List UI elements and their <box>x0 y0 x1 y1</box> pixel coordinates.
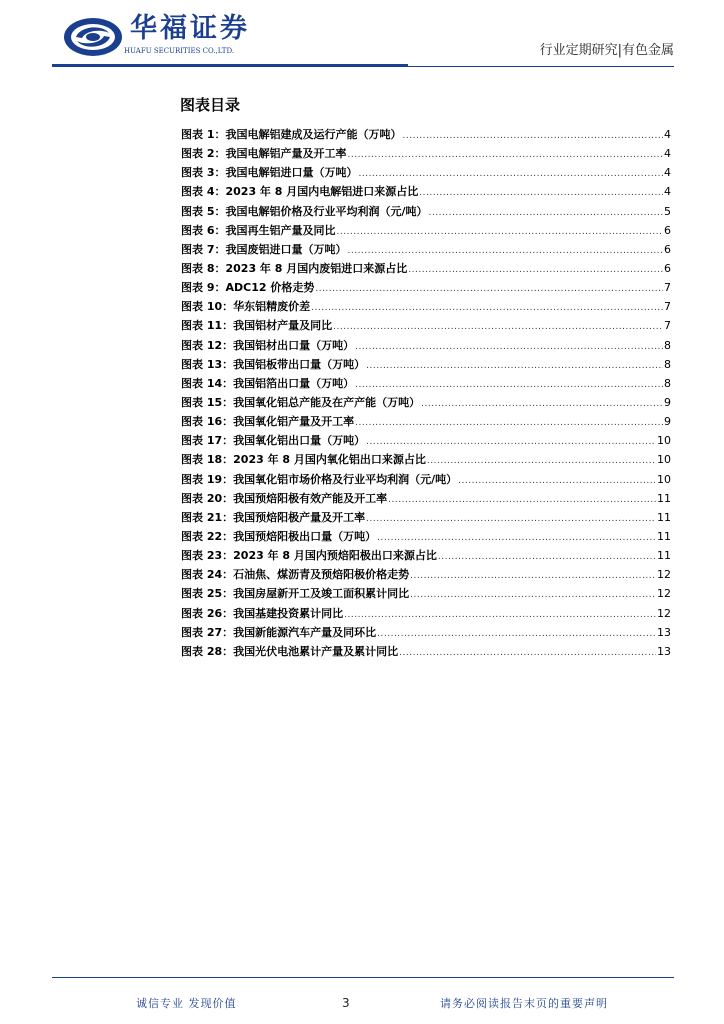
toc-entry-page[interactable]: 4 <box>664 128 671 141</box>
toc-entry-label[interactable]: 图表 24：石油焦、煤沥青及预焙阳极价格走势 <box>181 568 410 582</box>
toc-dot-leader <box>366 510 656 529</box>
toc-entry-page[interactable]: 7 <box>664 319 671 333</box>
toc-entry-page[interactable]: 6 <box>664 223 671 237</box>
toc-entry-page[interactable]: 10 <box>657 434 671 448</box>
toc-entry-page[interactable]: 13 <box>657 644 671 658</box>
toc-entry-page[interactable]: 12 <box>657 587 671 601</box>
toc-entry-label[interactable]: 图表 17：我国氧化铝出口量（万吨） <box>181 434 366 448</box>
page-number: 3 <box>342 996 350 1010</box>
toc-entry[interactable] <box>181 374 671 393</box>
toc-dot-leader <box>366 433 656 452</box>
toc-dot-leader <box>429 204 664 223</box>
toc-entry[interactable] <box>181 450 671 469</box>
toc-dot-leader <box>358 165 663 184</box>
toc-entry-page[interactable]: 10 <box>657 453 671 467</box>
toc-entry-page[interactable]: 9 <box>664 415 671 429</box>
toc-dot-leader <box>427 452 656 471</box>
toc-dot-leader <box>336 223 663 242</box>
toc-entry[interactable] <box>181 125 671 144</box>
toc-dot-leader <box>410 586 656 605</box>
toc-entry-page[interactable]: 4 <box>664 147 671 161</box>
toc-entry[interactable] <box>181 316 671 335</box>
toc-entry-page[interactable]: 12 <box>657 568 671 582</box>
toc-entry-page[interactable]: 8 <box>664 338 671 352</box>
toc-entry-page[interactable]: 6 <box>664 261 671 275</box>
toc-dot-leader <box>355 376 663 395</box>
toc-dot-leader <box>388 491 656 510</box>
toc-entry-label[interactable]: 图表 7：我国废铝进口量（万吨） <box>181 242 347 256</box>
toc-dot-leader <box>419 184 663 203</box>
toc-entry-page[interactable]: 13 <box>657 625 671 639</box>
toc-entry-page[interactable]: 4 <box>664 166 671 180</box>
toc-entry[interactable] <box>181 470 671 489</box>
toc-entry-page[interactable]: 11 <box>657 510 671 524</box>
toc-entry[interactable] <box>181 259 671 278</box>
toc-entry-page[interactable]: 8 <box>664 357 671 371</box>
toc-entry-page[interactable]: 10 <box>657 472 671 486</box>
toc-entry[interactable] <box>181 163 671 182</box>
toc-entry-label[interactable]: 图表 1：我国电解铝建成及运行产能（万吨） <box>181 128 402 141</box>
brand-name-cn: 华福证券 <box>130 13 250 44</box>
toc-entry-page[interactable]: 12 <box>657 606 671 620</box>
page-header <box>0 0 724 70</box>
report-type: 行业定期研究|有色金属 <box>539 43 674 58</box>
toc-entry-label[interactable]: 图表 22：我国预焙阳极出口量（万吨） <box>181 529 377 543</box>
toc-entry-page[interactable]: 7 <box>664 281 671 295</box>
toc-entry-label[interactable]: 图表 5：我国电解铝价格及行业平均利润（元/吨） <box>181 204 428 218</box>
toc-entry-page[interactable]: 9 <box>664 395 671 409</box>
toc-dot-leader <box>333 318 663 337</box>
toc-entry-page[interactable]: 6 <box>664 242 671 256</box>
toc-entry[interactable] <box>181 182 671 201</box>
toc-entry-page[interactable]: 4 <box>664 185 671 199</box>
toc-entry-page[interactable]: 7 <box>664 300 671 314</box>
toc-entry-label[interactable]: 图表 8：2023 年 8 月国内废铝进口来源占比 <box>181 261 408 275</box>
toc-entry-label[interactable]: 图表 23：2023 年 8 月国内预焙阳极出口来源占比 <box>181 549 437 563</box>
toc-dot-leader <box>355 414 663 433</box>
toc-entry[interactable] <box>181 527 671 546</box>
toc-entry[interactable] <box>181 336 671 355</box>
toc-entry-label[interactable]: 图表 19：我国氧化铝市场价格及行业平均利润（元/吨） <box>181 472 458 486</box>
brand-name-en: HUAFU SECURITIES CO.,LTD. <box>124 47 235 55</box>
toc-dot-leader <box>408 261 663 280</box>
toc-entry-label[interactable]: 图表 27：我国新能源汽车产量及同环比 <box>181 625 377 639</box>
toc-entry[interactable] <box>181 546 671 565</box>
toc-entry[interactable] <box>181 565 671 584</box>
toc-entry[interactable] <box>181 584 671 603</box>
toc-dot-leader <box>315 280 663 299</box>
toc-entry-label[interactable]: 图表 11：我国铝材产量及同比 <box>181 319 333 333</box>
toc-entry-label[interactable]: 图表 25：我国房屋新开工及竣工面积累计同比 <box>181 587 410 601</box>
toc-dot-leader <box>344 606 656 625</box>
toc-entry-page[interactable]: 11 <box>657 491 671 505</box>
toc-entry[interactable] <box>181 623 671 642</box>
toc-dot-leader <box>377 529 656 548</box>
toc-dot-leader <box>402 127 663 146</box>
toc-entry-label[interactable]: 图表 18：2023 年 8 月国内氧化铝出口来源占比 <box>181 453 426 467</box>
toc-dot-leader <box>421 395 663 414</box>
toc-entry-label[interactable]: 图表 13：我国铝板带出口量（万吨） <box>181 357 366 371</box>
footer-slogan: 诚信专业 发现价值 <box>136 997 237 1010</box>
toc-entry-label[interactable]: 图表 2：我国电解铝产量及开工率 <box>181 147 347 161</box>
toc-entry-label[interactable]: 图表 15：我国氧化铝总产能及在产产能（万吨） <box>181 395 421 409</box>
toc-dot-leader <box>347 242 663 261</box>
toc-dot-leader <box>366 357 663 376</box>
toc-entry-label[interactable]: 图表 14：我国铝箔出口量（万吨） <box>181 376 355 390</box>
toc-entry-label[interactable]: 图表 10：华东铝精废价差 <box>181 300 311 314</box>
toc-entry[interactable] <box>181 278 671 297</box>
footer-disclaimer: 请务必阅读报告末页的重要声明 <box>440 997 608 1010</box>
toc-entry-label[interactable]: 图表 20：我国预焙阳极有效产能及开工率 <box>181 491 388 505</box>
toc-entry[interactable] <box>181 355 671 374</box>
toc-entry-label[interactable]: 图表 4：2023 年 8 月国内电解铝进口来源占比 <box>181 185 419 199</box>
toc-entry[interactable] <box>181 431 671 450</box>
toc-entry-page[interactable]: 5 <box>664 204 671 218</box>
toc-entry[interactable] <box>181 489 671 508</box>
toc-dot-leader <box>311 299 663 318</box>
toc-entry-page[interactable]: 11 <box>657 529 671 543</box>
footer-rule <box>52 977 674 978</box>
toc-entry-page[interactable]: 11 <box>657 549 671 563</box>
toc-dot-leader <box>355 338 663 357</box>
toc-entry[interactable] <box>181 412 671 431</box>
toc-entry[interactable] <box>181 144 671 163</box>
toc-entry-label[interactable]: 图表 6：我国再生铝产量及同比 <box>181 223 336 237</box>
table-of-figures <box>181 125 671 661</box>
toc-entry[interactable] <box>181 393 671 412</box>
toc-dot-leader <box>347 146 663 165</box>
toc-title: 图表目录 <box>180 96 241 114</box>
toc-entry[interactable] <box>181 240 671 259</box>
huafu-logo-icon <box>62 16 124 58</box>
toc-entry-label[interactable]: 图表 21：我国预焙阳极产量及开工率 <box>181 510 366 524</box>
toc-dot-leader <box>399 644 656 663</box>
header-rule <box>52 66 674 67</box>
toc-dot-leader <box>410 567 656 586</box>
toc-entry[interactable] <box>181 202 671 221</box>
toc-entry-label[interactable]: 图表 16：我国氧化铝产量及开工率 <box>181 415 355 429</box>
toc-entry-label[interactable]: 图表 26：我国基建投资累计同比 <box>181 606 344 620</box>
toc-entry-label[interactable]: 图表 9：ADC12 价格走势 <box>181 281 315 295</box>
toc-entry-label[interactable]: 图表 12：我国铝材出口量（万吨） <box>181 338 355 352</box>
toc-entry[interactable] <box>181 604 671 623</box>
toc-entry[interactable] <box>181 642 671 661</box>
toc-entry[interactable] <box>181 221 671 240</box>
toc-entry[interactable] <box>181 297 671 316</box>
toc-entry[interactable] <box>181 508 671 527</box>
toc-entry-page[interactable]: 8 <box>664 376 671 390</box>
toc-dot-leader <box>458 472 656 491</box>
toc-dot-leader <box>438 548 656 567</box>
toc-dot-leader <box>377 625 656 644</box>
toc-entry-label[interactable]: 图表 28：我国光伏电池累计产量及累计同比 <box>181 644 399 658</box>
toc-entry-label[interactable]: 图表 3：我国电解铝进口量（万吨） <box>181 166 358 180</box>
